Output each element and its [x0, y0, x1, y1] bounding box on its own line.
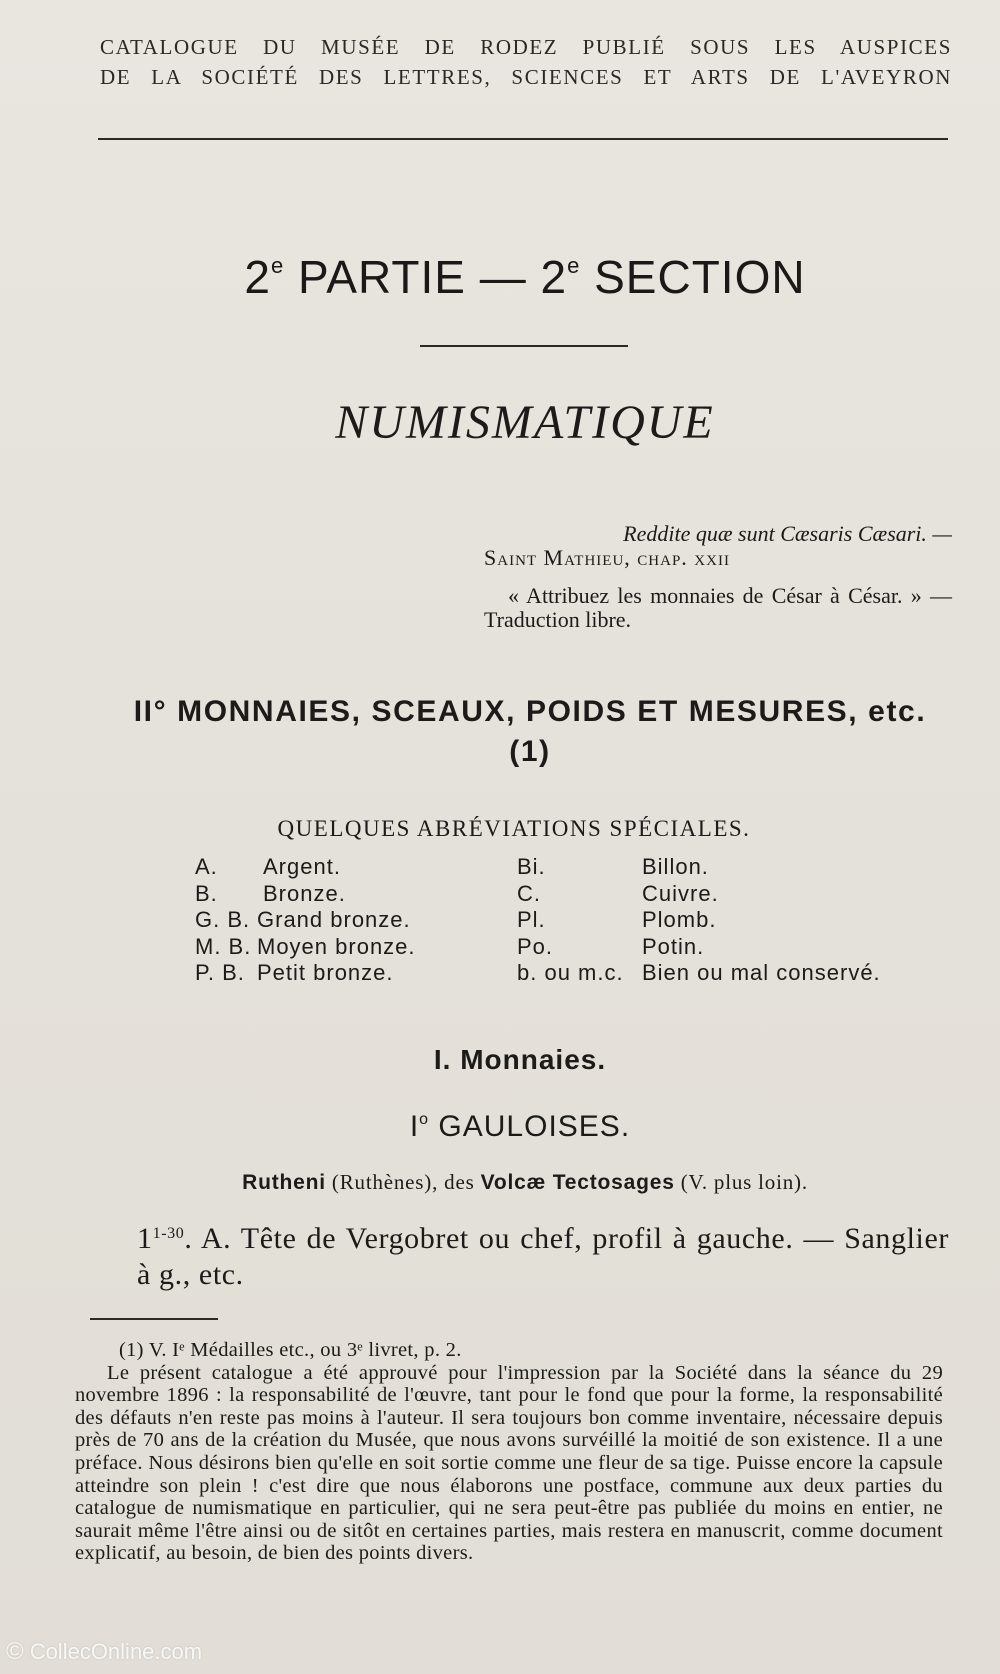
- abbreviation-row: [195, 960, 935, 987]
- abbr-code: G. B.: [195, 907, 251, 932]
- epigraph-latin: Reddite quæ sunt Cæsaris Cæsari. —: [623, 521, 952, 546]
- copyright-icon: ©: [6, 1638, 24, 1665]
- abbr-code: Po.: [517, 933, 554, 959]
- abbr-meaning: Billon.: [642, 854, 709, 879]
- numismatique-title: NUMISMATIQUE: [335, 396, 715, 449]
- abbr-meaning: Bronze.: [263, 880, 346, 906]
- part-number-sup: e: [271, 253, 285, 278]
- section-number: 2: [540, 251, 568, 303]
- watermark-text: CollecOnline.com: [29, 1639, 203, 1664]
- footnote-reference: (1) V. Iᵉ Médailles etc., ou 3ᵉ livret, p. 2.: [119, 1339, 462, 1361]
- abbr-code: b. ou m.c.: [517, 960, 624, 985]
- abbr-meaning: Plomb.: [642, 907, 717, 932]
- abbr-meaning: Cuivre.: [642, 880, 719, 906]
- gauloises-label: GAULOISES.: [438, 1110, 631, 1143]
- part-number: 2: [244, 251, 271, 303]
- gauloises-number: I: [409, 1110, 420, 1143]
- abbr-meaning: Grand bronze.: [257, 907, 411, 932]
- part-dash: —: [479, 251, 527, 303]
- abbreviation-row: [195, 881, 935, 908]
- abbr-code: A.: [195, 854, 218, 879]
- section-heading: II° MONNAIES, SCEAUX, POIDS ET MESURES, etc. (1): [133, 695, 927, 768]
- monnaies-heading: I. Monnaies.: [433, 1044, 607, 1075]
- footnote-body: Le présent catalogue a été approuvé pour l'impression par la Société dans la séance du 29 novembre 1896 : la responsabilité de l'œuvre, tant pour le fond que pour la forme, la responsabilité des défauts n'en reste pas moins à l'auteur. Il sera toujours bon comme inventaire, nécessaire depuis près de 70 ans de la création du Musée, que nous avons survéillé la moitié de son existence. Il a une préface. Nous désirons bien qu'elle en soit sortie comme une fleur de sa tige. Puisse encore la capsule atteindre son plein ! c'est dire que nous élaborons une postface, commune aux deux parties du catalogue de numismatique en particulier, qui ne sera peut-être pas publiée du moins en entier, ne saurait même l'être ainsi ou de sitôt en certaines parties, mais restera en manuscrit, comme document explicatif, au besoin, de bien des points divers.: [75, 1361, 943, 1565]
- title-rule: [420, 345, 628, 347]
- gauloises-heading: [170, 1110, 870, 1144]
- footnote: [75, 1339, 943, 1565]
- abbr-meaning: Argent.: [263, 854, 341, 879]
- abbr-code: M. B.: [195, 933, 252, 959]
- epigraph: [484, 522, 952, 632]
- volcae-name: Volcæ Tectosages: [480, 1171, 675, 1194]
- entry-number: 1: [137, 1222, 153, 1255]
- abbreviation-row: [195, 934, 935, 961]
- header-rule: [98, 138, 948, 140]
- entry-range: 1-30: [152, 1225, 185, 1242]
- rutheni-line: [100, 1170, 950, 1195]
- header-line-2: DE LA SOCIÉTÉ DES LETTRES, SCIENCES ET ARTS DE L'AVEYRON: [100, 65, 952, 89]
- abbr-meaning: Potin.: [642, 933, 705, 959]
- abbr-meaning: Petit bronze.: [257, 960, 394, 985]
- abbreviation-row: [195, 907, 935, 934]
- abbreviations-title: QUELQUES ABRÉVIATIONS SPÉCIALES.: [277, 816, 751, 841]
- part-word: PARTIE: [298, 251, 466, 303]
- rutheni-mid: (Ruthènes), des: [325, 1170, 481, 1194]
- abbr-meaning: Moyen bronze.: [257, 933, 416, 959]
- epigraph-french: « Attribuez les monnaies de César à César. » — Traduction libre.: [484, 583, 952, 632]
- entry-text: . A. Tête de Vergobret ou chef, profil à gauche. — Sanglier à g., etc.: [137, 1222, 949, 1291]
- section-number-sup: e: [567, 253, 581, 278]
- section-word: SECTION: [594, 251, 806, 303]
- abbr-code: B.: [195, 880, 218, 906]
- rutheni-end: (V. plus loin).: [674, 1170, 808, 1194]
- abbreviation-row: [195, 854, 935, 881]
- abbr-code: Bi.: [517, 854, 546, 879]
- abbr-code: P. B.: [195, 960, 245, 985]
- abbreviations-table: [195, 854, 935, 987]
- catalogue-header: [100, 32, 952, 92]
- part-section-title: [0, 250, 1000, 304]
- abbr-meaning: Bien ou mal conservé.: [642, 960, 881, 985]
- abbr-code: Pl.: [517, 907, 546, 932]
- catalogue-entry: [137, 1216, 949, 1293]
- abbr-code: C.: [517, 880, 541, 906]
- header-line-1: CATALOGUE DU MUSÉE DE RODEZ PUBLIÉ SOUS LES AUSPICES: [100, 35, 952, 59]
- watermark: [6, 1636, 202, 1668]
- footnote-rule: [90, 1318, 218, 1320]
- rutheni-name: Rutheni: [242, 1171, 326, 1194]
- gauloises-sup: o: [419, 1111, 430, 1128]
- epigraph-source: Saint Mathieu, chap. xxii: [484, 545, 730, 570]
